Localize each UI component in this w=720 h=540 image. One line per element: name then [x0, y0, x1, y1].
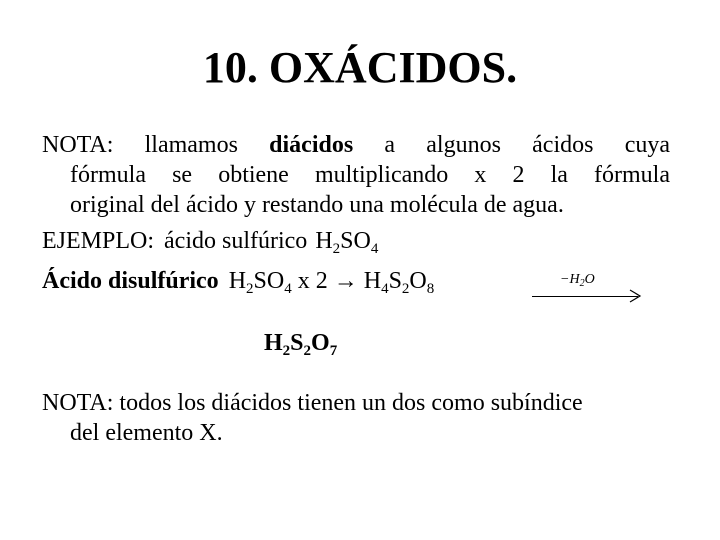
ejemplo-label: EJEMPLO: [42, 228, 155, 254]
times-arrow: x 2 → [291, 268, 364, 294]
formula-sulfurico [315, 228, 379, 257]
nota-subindice [42, 388, 670, 448]
inter-o-sub: 8 [426, 281, 435, 297]
formula-disulfurico [264, 328, 337, 358]
formula-h-sub: 2 [332, 241, 341, 257]
formula-intermediate [363, 268, 435, 297]
reactant-so-sub: 4 [284, 281, 292, 297]
reactant-h-sub: 2 [246, 281, 254, 297]
nota2-line-2: del elemento X. [70, 420, 223, 446]
inter-o: O [409, 268, 427, 294]
nota-bold-term: diácidos [269, 132, 354, 158]
reactant-h: H [228, 268, 247, 294]
arrow-label-sub: 2 [579, 278, 585, 289]
result-o: O [311, 330, 330, 356]
ejemplo-text: ácido sulfúrico [164, 228, 308, 254]
disulfurico-line [42, 266, 434, 296]
nota-diacidos [42, 130, 670, 220]
nota2-line-1: NOTA: todos los diácidos tienen un dos como subíndice [42, 390, 583, 416]
arrow-label-h: −H [560, 272, 580, 287]
nota-suffix: a algunos ácidos cuya [353, 132, 670, 158]
nota-line-3: original del ácido y restando una molécula de agua. [70, 192, 564, 218]
result-s-sub: 2 [303, 343, 312, 359]
inter-h: H [363, 268, 382, 294]
result-h: H [264, 330, 283, 356]
formula-so: SO [340, 228, 371, 254]
arrow-right-icon [628, 289, 642, 303]
reactant-so: SO [253, 268, 285, 294]
formula-so-sub: 4 [370, 241, 379, 257]
minus-water-label [560, 272, 595, 288]
result-h-sub: 2 [282, 343, 291, 359]
inter-s-sub: 2 [401, 281, 410, 297]
arrow-label-o: O [584, 272, 595, 287]
minus-water-arrow [532, 272, 642, 306]
nota-prefix: NOTA: llamamos [42, 132, 270, 158]
inter-h-sub: 4 [381, 281, 389, 297]
disulfurico-label: Ácido disulfúrico [42, 268, 219, 294]
slide-title: 10. OXÁCIDOS. [202, 43, 518, 92]
result-o-sub: 7 [329, 343, 338, 359]
result-s: S [290, 330, 304, 356]
arrow-shaft [532, 296, 638, 297]
ejemplo-line [42, 226, 378, 256]
inter-s: S [388, 268, 402, 294]
nota-line-2: fórmula se obtiene multiplicando x 2 la fórmula [70, 162, 670, 188]
nota-line-1 [42, 130, 670, 160]
formula-reactant [228, 268, 292, 297]
formula-h: H [315, 228, 333, 254]
